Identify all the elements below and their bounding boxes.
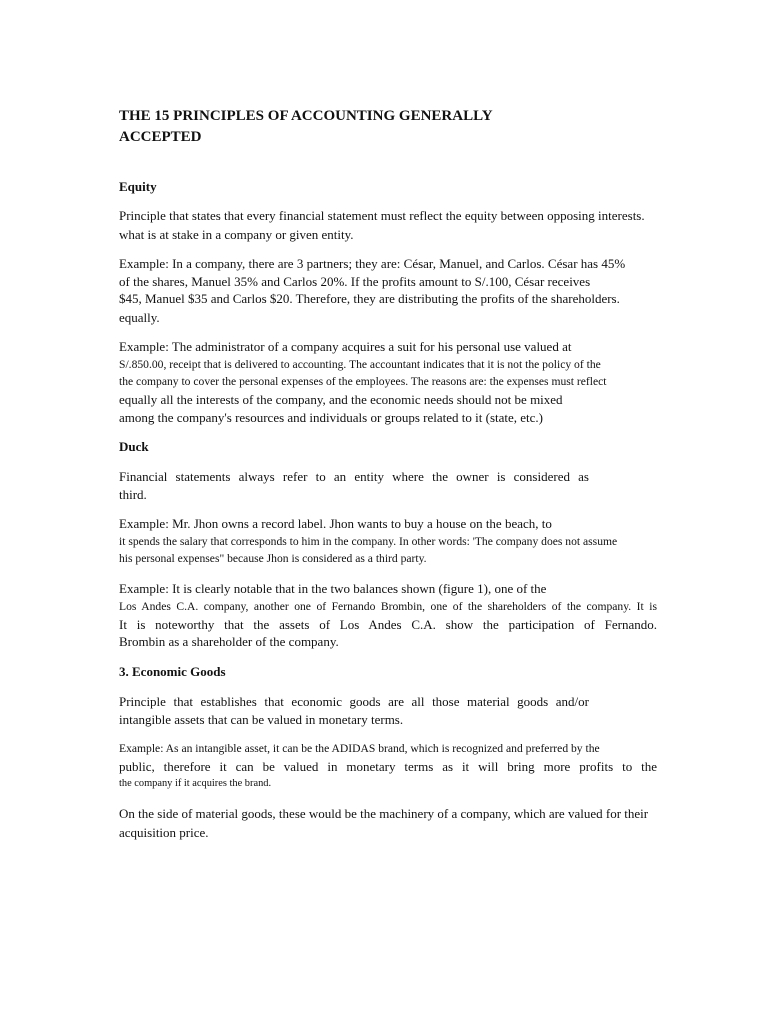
text-line: Principle that states that every financial statement must reflect the equity between opposing interests. [119, 208, 645, 223]
text-line: Example: In a company, there are 3 partners; they are: César, Manuel, and Carlos. César has 45% [119, 256, 626, 271]
text-line: Brombin as a shareholder of the company. [119, 634, 339, 649]
text-line: it spends the salary that corresponds to him in the company. In other words: 'The company does not assume [119, 535, 618, 548]
text-line: public, therefore it can be valued in monetary terms as it will bring more profits to the [119, 759, 657, 774]
text-line: his personal expenses" because Jhon is considered as a third party. [119, 552, 427, 565]
text-line: Example: As an intangible asset, it can be the ADIDAS brand, which is recognized and preferred by the [119, 742, 600, 755]
text-line: Example: The administrator of a company acquires a suit for his personal use valued at [119, 339, 572, 354]
text-line: On the side of material goods, these would be the machinery of a company, which are valued for their [119, 806, 649, 821]
text-line: equally. [119, 310, 160, 325]
text-line: acquisition price. [119, 825, 209, 840]
text-line: intangible assets that can be valued in monetary terms. [119, 712, 404, 727]
text-line: S/.850.00, receipt that is delivered to accounting. The accountant indicates that it is not the policy of the [119, 358, 601, 371]
text-line: the company if it acquires the brand. [119, 778, 272, 789]
text-line: It is noteworthy that the assets of Los Andes C.A. show the participation of Fernando. [119, 617, 657, 632]
text-line: among the company's resources and individuals or groups related to it (state, etc.) [119, 410, 543, 425]
title-line: ACCEPTED [119, 129, 202, 145]
section-heading-duck: Duck [119, 439, 149, 454]
text-line: Example: It is clearly notable that in the two balances shown (figure 1), one of the [119, 581, 547, 596]
section-heading-equity: Equity [119, 179, 157, 194]
text-line: of the shares, Manuel 35% and Carlos 20%. If the profits amount to S/.100, César receives [119, 274, 591, 289]
text-line: the company to cover the personal expenses of the employees. The reasons are: the expenses must reflect [119, 375, 607, 388]
text-line: equally all the interests of the company, and the economic needs should not be mixed [119, 392, 563, 407]
text-line: Principle that establishes that economic goods are all those material goods and/or [119, 694, 589, 709]
text-line: Financial statements always refer to an entity where the owner is considered as [119, 469, 589, 484]
text-line: Example: Mr. Jhon owns a record label. Jhon wants to buy a house on the beach, to [119, 516, 552, 531]
title-line: THE 15 PRINCIPLES OF ACCOUNTING GENERALLY [119, 108, 493, 124]
text-line: third. [119, 487, 147, 502]
section-heading-economic-goods: 3. Economic Goods [119, 664, 226, 679]
text-line: what is at stake in a company or given entity. [119, 227, 354, 242]
text-line: $45, Manuel $35 and Carlos $20. Therefore, they are distributing the profits of the shareholders. [119, 291, 620, 306]
text-line: Los Andes C.A. company, another one of Fernando Brombin, one of the shareholders of the company. It is [119, 600, 657, 613]
